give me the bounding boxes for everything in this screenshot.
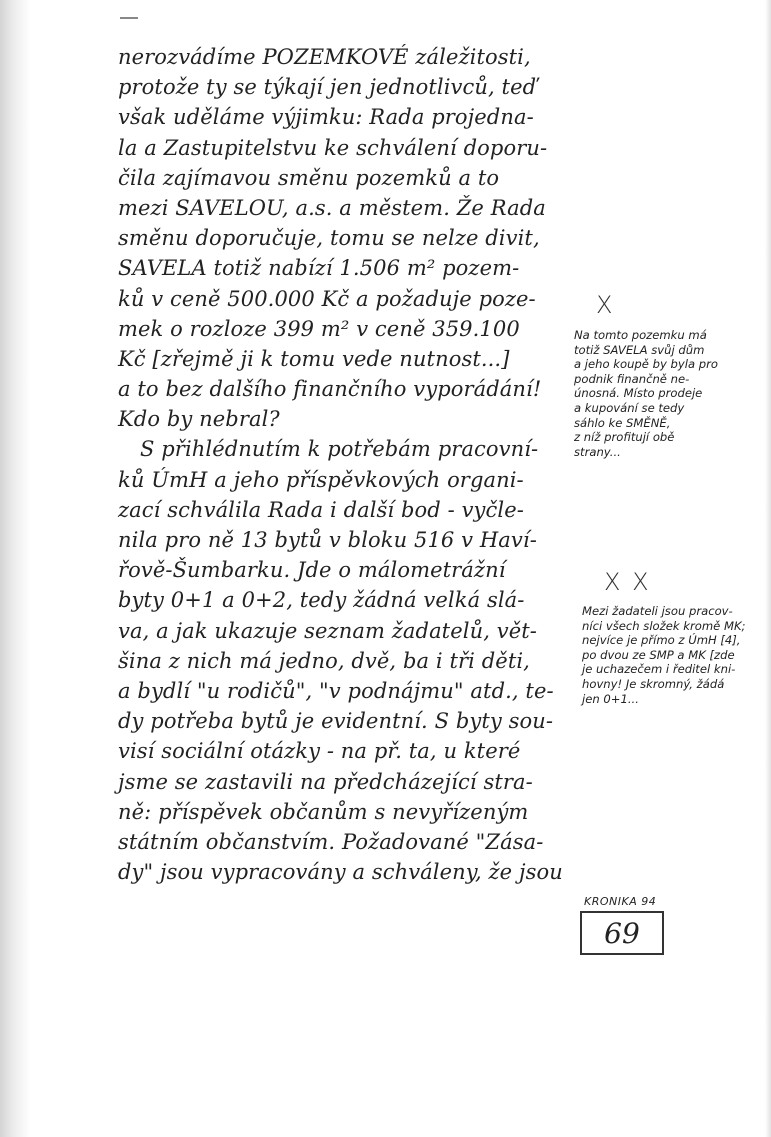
note-line: jen 0+1... bbox=[582, 691, 639, 706]
page-edge bbox=[765, 0, 771, 1137]
note-line: Mezi žadateli jsou pracov- bbox=[582, 604, 733, 618]
text-line: řově-Šumbarku. Jde o málometrážní bbox=[118, 558, 506, 583]
chronicle-page-stamp bbox=[580, 895, 674, 955]
text-line: ků ÚmH a jeho příspěvkových organi- bbox=[118, 467, 524, 492]
margin-note-2 bbox=[582, 604, 770, 706]
text-line: nerozvádíme POZEMKOVÉ záležitosti, bbox=[118, 45, 531, 69]
page-number: 69 bbox=[604, 916, 640, 950]
note-line: níci všech složek kromě MK; bbox=[582, 618, 746, 633]
text-line: nila pro ně 13 bytů v bloku 516 v Haví- bbox=[118, 528, 537, 552]
text-line: státním občanstvím. Požadované "Zása- bbox=[118, 829, 544, 854]
note-line: a kupování se tedy bbox=[574, 400, 685, 415]
text-line: zací schválila Rada i další bod - vyčle- bbox=[118, 497, 524, 522]
footnote-mark-2: X X bbox=[604, 568, 651, 596]
text-line: ně: příspěvek občanům s nevyřízeným bbox=[118, 799, 529, 824]
text-line: Kč [zřejmě ji k tomu vede nutnost...] bbox=[118, 346, 510, 371]
text-line: však uděláme výjimku: Rada projedna- bbox=[118, 105, 534, 130]
page-binding-shadow bbox=[0, 0, 30, 1137]
page-number-frame bbox=[580, 911, 664, 955]
text-line: čila zajímavou směnu pozemků a to bbox=[118, 165, 500, 190]
note-line: sáhlo ke SMĚNĚ, bbox=[574, 415, 671, 430]
text-line: mezi SAVELOU, a.s. a městem. Že Rada bbox=[118, 195, 546, 220]
note-line: podnik finančně ne- bbox=[574, 371, 690, 386]
text-line: S přihlédnutím k potřebám pracovní- bbox=[140, 437, 539, 462]
text-line: protože ty se týkají jen jednotlivců, teď bbox=[118, 75, 537, 100]
text-line: mek o rozloze 399 m² v ceně 359.100 bbox=[118, 316, 520, 341]
main-text-body bbox=[118, 42, 563, 887]
footnote-mark-1: X bbox=[596, 291, 615, 319]
text-line: la a Zastupitelstvu ke schválení doporu- bbox=[118, 135, 548, 160]
text-line: dy" jsou vypracovány a schváleny, že jsou bbox=[118, 860, 563, 885]
note-line: po dvou ze SMP a MK [zde bbox=[582, 647, 735, 662]
text-line: a to bez dalšího finančního vyporádání! bbox=[118, 377, 542, 402]
page-top-mark bbox=[120, 17, 138, 19]
note-line: nejvíce je přímo z ÚmH [4], bbox=[582, 633, 741, 648]
text-line: šina z nich má jedno, dvě, ba i tři děti, bbox=[118, 648, 530, 673]
note-line: a jeho koupě by byla pro bbox=[574, 357, 718, 372]
note-line: Na tomto pozemku má bbox=[574, 328, 707, 342]
text-line: dy potřeba bytů je evidentní. S byty sou- bbox=[118, 709, 554, 734]
note-line: z níž profitují obě bbox=[574, 430, 675, 445]
text-line: va, a jak ukazuje seznam žadatelů, vět- bbox=[118, 618, 537, 643]
margin-note-1 bbox=[574, 328, 769, 459]
note-line: strany... bbox=[574, 444, 621, 459]
text-line: ků v ceně 500.000 Kč a požaduje poze- bbox=[118, 286, 536, 311]
note-line: totiž SAVELA svůj dům bbox=[574, 342, 705, 357]
text-line: jsme se zastavili na předcházející stra- bbox=[118, 769, 533, 794]
text-line: směnu doporučuje, tomu se nelze divit, bbox=[118, 226, 540, 251]
text-line: Kdo by nebral? bbox=[118, 407, 280, 432]
note-line: únosná. Místo prodeje bbox=[574, 386, 703, 401]
text-line: SAVELA totiž nabízí 1.506 m² pozem- bbox=[118, 256, 520, 281]
note-line: hovny! Je skromný, žádá bbox=[582, 676, 725, 691]
text-line: a bydlí "u rodičů", "v podnájmu" atd., te- bbox=[118, 678, 554, 703]
chronicle-label: KRONIKA 94 bbox=[584, 895, 657, 908]
text-line: visí sociální otázky - na př. ta, u které bbox=[118, 739, 521, 764]
text-line: byty 0+1 a 0+2, tedy žádná velká slá- bbox=[118, 588, 525, 613]
note-line: je uchazečem i ředitel kni- bbox=[582, 662, 736, 677]
